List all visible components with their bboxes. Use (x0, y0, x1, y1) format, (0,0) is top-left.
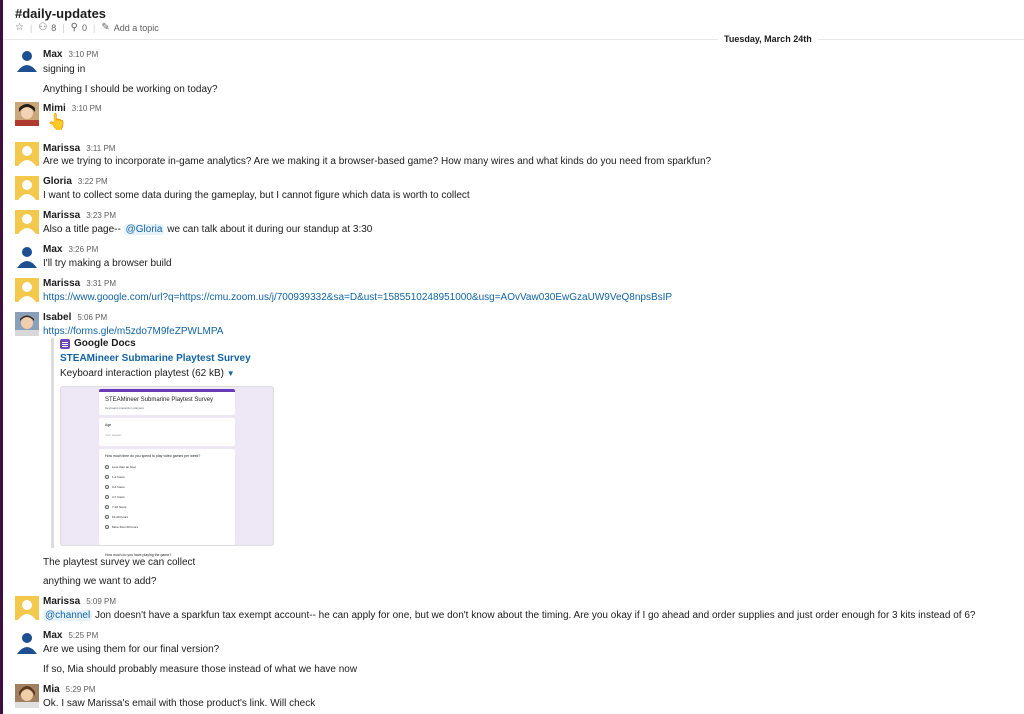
form-preview-image[interactable] (60, 386, 274, 557)
form-option: Less than an hour (105, 465, 136, 469)
message-author[interactable]: Isabel 5:06 PM (43, 312, 108, 323)
form-next-card: How much do you have playing the game? (99, 548, 235, 568)
attachment-source: Google Docs (60, 338, 281, 349)
form-option: 3-4 hours (105, 485, 125, 489)
form-option: 10-20 hours (105, 515, 128, 519)
avatar[interactable] (15, 102, 39, 126)
user-silhouette-icon (15, 630, 39, 654)
message-text: Ok. I saw Marissa's email with those product's link. Will check (43, 698, 316, 709)
message-link[interactable]: https://forms.gle/m5zdo7M9feZPWLMPA (43, 326, 224, 337)
message-text: I'll try making a browser build (43, 258, 172, 269)
caret-down-icon[interactable]: ▼ (226, 369, 235, 378)
message-text: The playtest survey we can collect (43, 557, 196, 568)
user-silhouette-icon (15, 48, 39, 72)
avatar[interactable] (15, 630, 39, 654)
user-mention[interactable]: @Gloria (125, 224, 163, 235)
message-time[interactable]: 3:11 PM (86, 144, 116, 153)
message-time[interactable]: 3:22 PM (77, 177, 108, 186)
attachment-title[interactable]: STEAMineer Submarine Playtest Survey (60, 353, 251, 364)
user-photo-icon (15, 684, 39, 708)
message-time[interactable]: 3:26 PM (68, 245, 99, 254)
form-title-card: STEAMineer Submarine Playtest Survey Keyboard interaction playtest (99, 389, 235, 415)
message-text: @channel Jon doesn't have a sparkfun tax exempt account-- he can apply for one, but we don't know about the timing. Are you okay if I go ahead and order supplies and just order enough for 3 kits instead of 6? (45, 610, 976, 621)
message-time[interactable]: 3:23 PM (86, 211, 117, 220)
user-silhouette-icon (15, 176, 39, 200)
user-silhouette-icon (15, 210, 39, 234)
channel-mention[interactable]: @channel (45, 610, 91, 621)
avatar[interactable] (15, 142, 39, 166)
pencil-icon[interactable]: ✎ (101, 22, 110, 33)
form-option: 7-10 hours (105, 505, 126, 509)
message-text: anything we want to add? (43, 576, 157, 587)
date-divider: Tuesday, March 24th (718, 34, 818, 44)
message-author[interactable]: Max 5:25 PM (43, 630, 99, 641)
message-text: Are we trying to incorporate in-game analytics? Are we making it a browser-based game? How many wires and what kinds do you need from sparkfun? (43, 156, 712, 167)
user-photo-icon (15, 312, 39, 336)
link-unfurl (51, 338, 281, 557)
sidebar-edge (0, 0, 3, 714)
form-hours-card: How much time do you spend to play video games per week? Less than an hour 1-2 hours 3-4 hours 4-7 hours 7-10 hours 10-20 hours More than 20 hours (99, 449, 235, 545)
user-silhouette-icon (15, 596, 39, 620)
message-text: Anything I should be working on today? (43, 84, 218, 95)
channel-header (3, 0, 1024, 40)
form-option: 1-2 hours (105, 475, 125, 479)
message-text: Are we using them for our final version? (43, 644, 220, 655)
user-silhouette-icon (15, 244, 39, 268)
avatar[interactable] (15, 244, 39, 268)
form-option: 4-7 hours (105, 495, 125, 499)
message-time[interactable]: 5:29 PM (65, 685, 96, 694)
avatar[interactable] (15, 48, 39, 72)
message-author[interactable]: Marissa 3:23 PM (43, 210, 117, 221)
google-docs-icon (60, 339, 70, 349)
message-author[interactable]: Marissa 3:11 PM (43, 143, 116, 154)
star-icon[interactable]: ☆ (15, 22, 24, 33)
members-count[interactable]: 8 (51, 22, 57, 33)
message-text: Also a title page-- @Gloria we can talk about it during our standup at 3:30 (43, 224, 373, 235)
form-option: More than 20 hours (105, 525, 138, 529)
members-icon[interactable]: ⚇ (38, 22, 48, 33)
pin-icon[interactable]: ⚲ (70, 22, 78, 33)
user-photo-icon (15, 102, 39, 126)
channel-meta: ☆ | ⚇ 8 | ⚲ 0 | ✎ Add a topic (15, 22, 159, 33)
message-time[interactable]: 5:25 PM (68, 631, 99, 640)
message-author[interactable]: Gloria 3:22 PM (43, 176, 108, 187)
message-time[interactable]: 3:10 PM (68, 50, 99, 59)
message-link[interactable]: https://www.google.com/url?q=https://cmu.zoom.us/j/700939332&sa=D&ust=1585510248951000&usg=AOvVaw030EwGzaUW9VeQ8npsBsIP (43, 292, 673, 303)
channel-name[interactable]: #daily-updates (15, 6, 107, 21)
message-time[interactable]: 3:10 PM (71, 104, 102, 113)
message-text: If so, Mia should probably measure those instead of what we have now (43, 664, 358, 675)
user-silhouette-icon (15, 142, 39, 166)
user-silhouette-icon (15, 278, 39, 302)
avatar[interactable] (15, 210, 39, 234)
message-author[interactable]: Max 3:10 PM (43, 49, 99, 60)
avatar[interactable] (15, 278, 39, 302)
form-age-card: Age Your answer (99, 418, 235, 446)
avatar[interactable] (15, 176, 39, 200)
attachment-file[interactable]: Keyboard interaction playtest (62 kB) ▼ (60, 368, 235, 379)
add-topic-link[interactable]: Add a topic (113, 22, 159, 33)
message-time[interactable]: 5:06 PM (77, 313, 108, 322)
avatar[interactable] (15, 596, 39, 620)
avatar[interactable] (15, 312, 39, 336)
message-text: signing in (43, 64, 86, 75)
pointing-hand-icon: 👆 (47, 114, 67, 131)
message-text: I want to collect some data during the gameplay, but I cannot figure which data is worth to collect (43, 190, 470, 201)
message-author[interactable]: Marissa 3:31 PM (43, 278, 117, 289)
pins-count[interactable]: 0 (81, 22, 87, 33)
message-author[interactable]: Mia 5:29 PM (43, 684, 96, 695)
message-time[interactable]: 3:31 PM (86, 279, 117, 288)
message-author[interactable]: Marissa 5:09 PM (43, 596, 117, 607)
message-author[interactable]: Mimi 3:10 PM (43, 103, 102, 114)
avatar[interactable] (15, 684, 39, 708)
message-time[interactable]: 5:09 PM (86, 597, 117, 606)
message-author[interactable]: Max 3:26 PM (43, 244, 99, 255)
